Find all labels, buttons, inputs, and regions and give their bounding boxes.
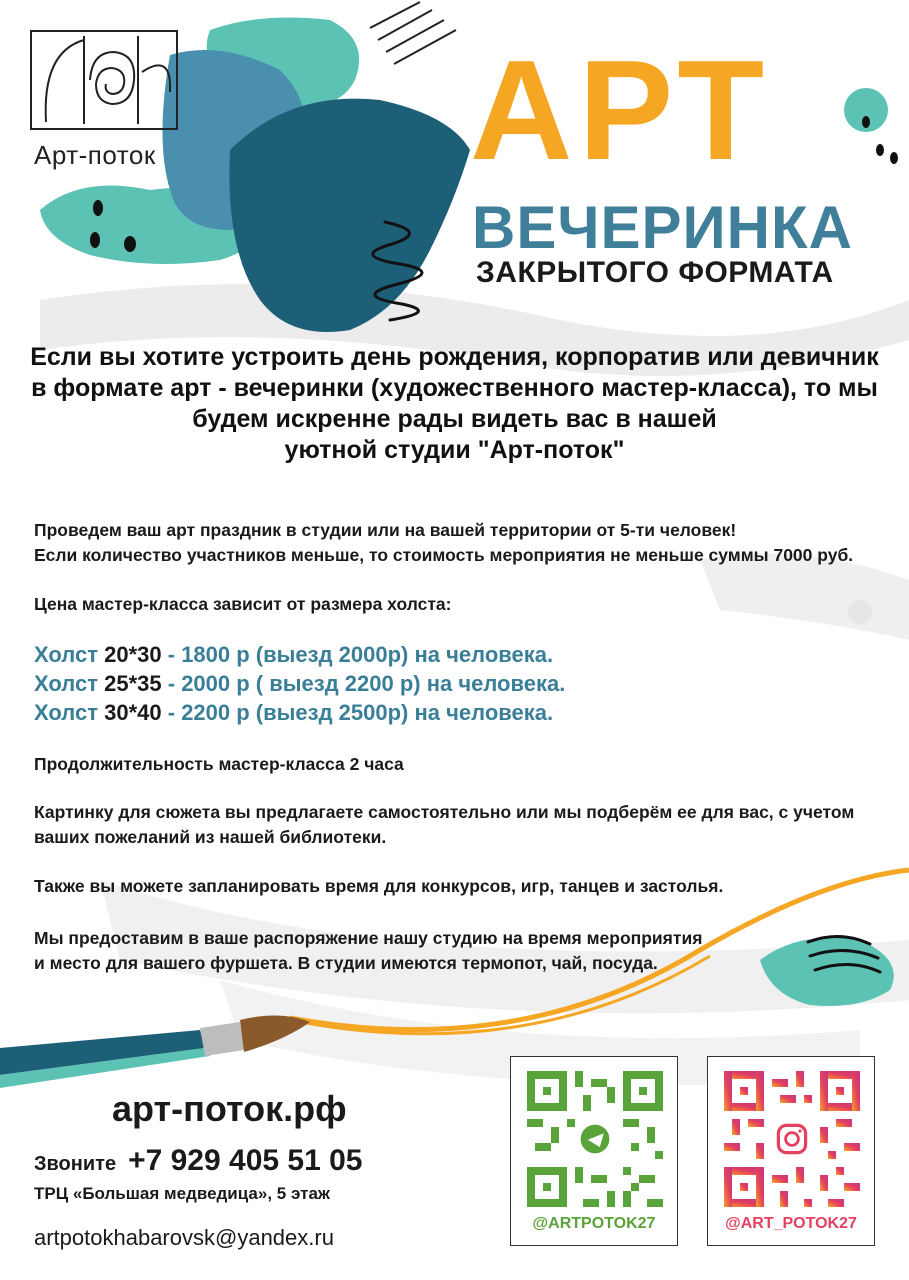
intro-line: уютной студии "Арт-поток" xyxy=(284,436,625,464)
email-link[interactable]: artpotokhabarovsk@yandex.ru xyxy=(34,1225,334,1250)
price-size: 30*40 xyxy=(104,700,162,725)
price-list xyxy=(34,640,565,727)
venue-line: Проведем ваш арт праздник в студии или на вашей территории от 5-ти человек! xyxy=(34,520,737,540)
price-intro: Цена мастер-класса зависит от размера холста: xyxy=(34,594,452,614)
phone-line xyxy=(34,1144,362,1178)
intro-line: будем искренне рады видеть вас в нашей xyxy=(192,405,717,433)
price-canvas: Холст xyxy=(34,700,98,725)
price-rest: - 1800 р (выезд 2000р) на человека. xyxy=(167,642,554,667)
price-row xyxy=(34,640,565,669)
spiral-logo-icon xyxy=(32,32,176,128)
picture-line: ваших пожеланий из нашей библиотеки. xyxy=(34,827,387,847)
telegram-qr-card[interactable] xyxy=(510,1056,678,1246)
title-party: ВЕЧЕРИНКА xyxy=(472,194,853,261)
instagram-qr-card[interactable] xyxy=(707,1056,875,1246)
instagram-handle: @ART_POTOK27 xyxy=(725,1215,857,1232)
price-size: 25*35 xyxy=(104,671,162,696)
brand-name: Арт-поток xyxy=(34,140,156,170)
telegram-handle: @ARTPOTOK27 xyxy=(532,1215,656,1232)
instagram-qr-code xyxy=(724,1071,860,1207)
telegram-qr-code xyxy=(527,1071,663,1207)
intro-line: в формате арт - вечеринки (художественного мастер-класса), то мы xyxy=(31,374,878,402)
price-rest: - 2200 р (выезд 2500р) на человека. xyxy=(167,700,554,725)
address: ТРЦ «Большая медведица», 5 этаж xyxy=(34,1184,330,1203)
intro-line: Если вы хотите устроить день рождения, корпоратив или девичник xyxy=(30,343,879,371)
logo-mark xyxy=(30,30,178,130)
picture-line: Картинку для сюжета вы предлагаете самостоятельно или мы подберём ее для вас, с учетом xyxy=(34,802,855,822)
title-art: АРТ xyxy=(470,31,771,190)
title-closed-format: ЗАКРЫТОГО ФОРМАТА xyxy=(476,256,834,289)
venue-line: Если количество участников меньше, то стоимость мероприятия не меньше суммы 7000 руб. xyxy=(34,545,854,565)
studio-info xyxy=(34,926,884,976)
price-row xyxy=(34,669,565,698)
picture-info xyxy=(34,800,884,850)
studio-line: и место для вашего фуршета. В студии имеются термопот, чай, посуда. xyxy=(34,953,658,973)
price-canvas: Холст xyxy=(34,642,98,667)
phone-label: Звоните xyxy=(34,1153,117,1175)
studio-line: Мы предоставим в ваше распоряжение нашу студию на время мероприятия xyxy=(34,928,703,948)
phone-number[interactable]: +7 929 405 51 05 xyxy=(128,1144,363,1177)
venue-info xyxy=(34,518,884,568)
price-canvas: Холст xyxy=(34,671,98,696)
website-link[interactable]: арт-поток.рф xyxy=(112,1088,347,1129)
extras-info: Также вы можете запланировать время для конкурсов, игр, танцев и застолья. xyxy=(34,876,724,896)
price-rest: - 2000 р ( выезд 2200 р) на человека. xyxy=(167,671,566,696)
duration: Продолжительность мастер-класса 2 часа xyxy=(34,754,404,774)
price-size: 20*30 xyxy=(104,642,162,667)
intro-paragraph xyxy=(20,342,889,466)
price-row xyxy=(34,698,565,727)
